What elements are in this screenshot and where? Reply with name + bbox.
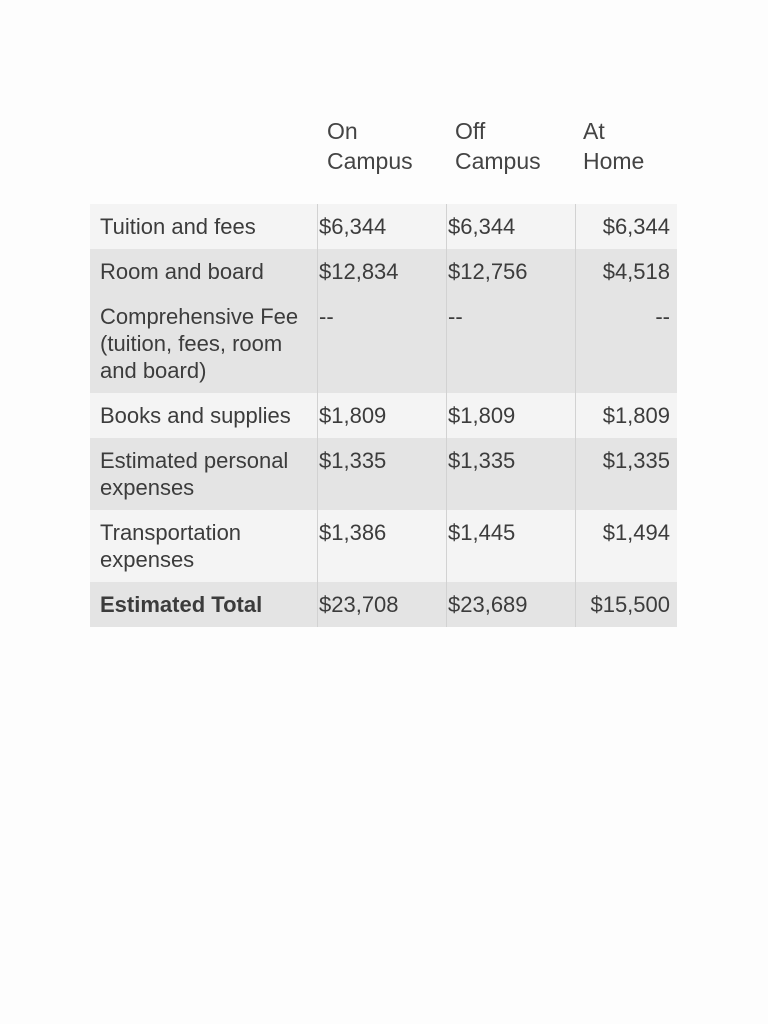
total-label: Estimated Total [100,592,263,617]
row-label: Books and supplies [100,403,291,428]
table-row [90,204,677,249]
header-at-home [573,116,676,204]
row-label: Transportation expenses [100,520,242,572]
at-home-value: $1,335 [575,438,677,510]
header-on-campus [317,116,445,204]
on-campus-value: $12,834 [317,249,446,294]
header-at-home-line1: At [583,118,605,144]
off-campus-value: $1,335 [446,438,575,510]
at-home-value: -- [575,294,677,393]
at-home-value: $4,518 [575,249,677,294]
on-campus-value: -- [317,294,446,393]
at-home-value: $1,494 [575,510,677,582]
row-label: Estimated personal expenses [100,448,289,500]
header-off-campus-line2: Campus [455,148,541,174]
table-row [90,294,677,393]
cost-table [90,116,677,627]
on-campus-value: $1,809 [317,393,446,438]
at-home-value: $1,809 [575,393,677,438]
table-row-total [90,582,677,627]
row-label: Room and board [100,259,264,284]
header-on-campus-line2: Campus [327,148,413,174]
off-campus-value: -- [446,294,575,393]
on-campus-total: $23,708 [317,582,446,627]
on-campus-value: $1,335 [317,438,446,510]
header-off-campus [445,116,573,204]
on-campus-value: $6,344 [317,204,446,249]
header-at-home-line2: Home [583,148,645,174]
table-row [90,438,677,510]
row-label: Comprehensive Fee (tuition, fees, room and board) [100,304,299,383]
header-blank [90,116,317,204]
off-campus-value: $1,809 [446,393,575,438]
at-home-total: $15,500 [575,582,677,627]
row-label: Tuition and fees [100,214,256,239]
off-campus-value: $6,344 [446,204,575,249]
on-campus-value: $1,386 [317,510,446,582]
off-campus-value: $1,445 [446,510,575,582]
at-home-value: $6,344 [575,204,677,249]
table-row [90,249,677,294]
table-row [90,510,677,582]
header-on-campus-line1: On [327,118,358,144]
off-campus-value: $12,756 [446,249,575,294]
table-row [90,393,677,438]
off-campus-total: $23,689 [446,582,575,627]
header-off-campus-line1: Off [455,118,486,144]
table-header-row [90,116,677,204]
